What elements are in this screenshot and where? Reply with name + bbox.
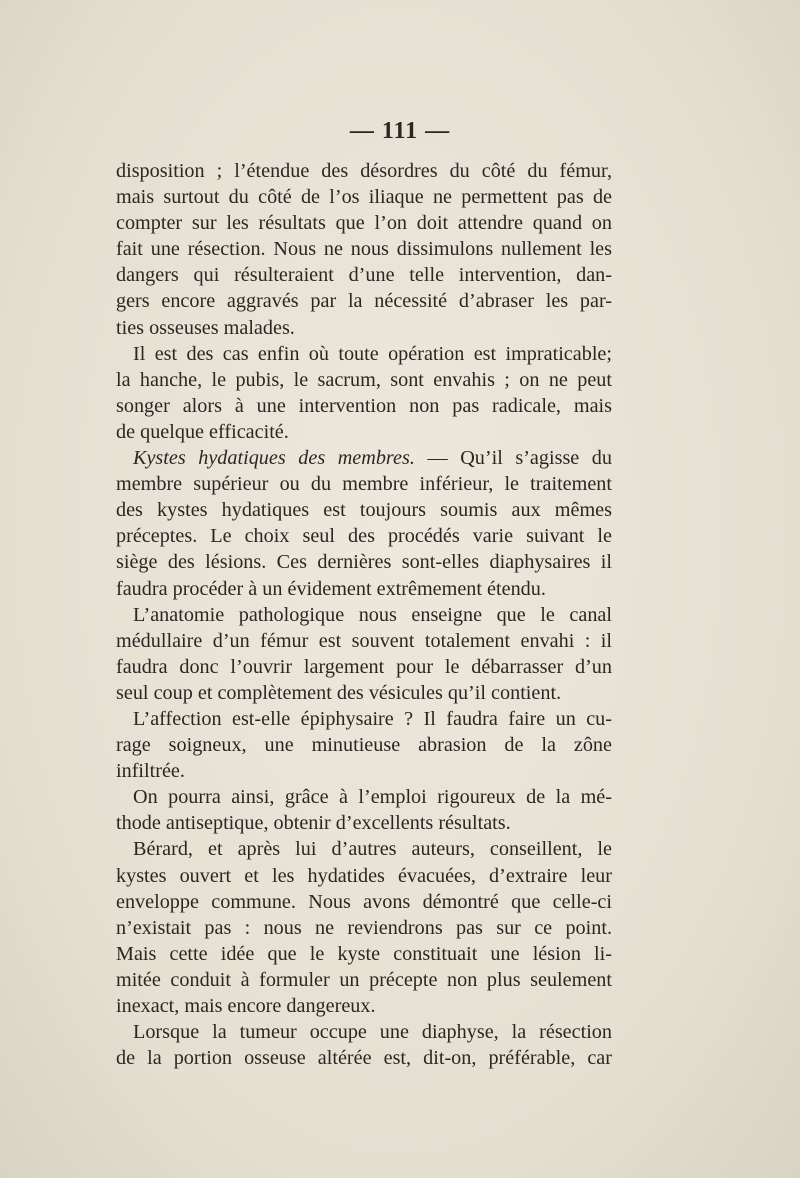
section-title-continuation: — Qu’il s’agisse du [414, 447, 612, 470]
text-line: faudra procéder à un évidement extrêmement étendu. [116, 577, 546, 600]
text-line: membre supérieur ou du membre inférieur, le traitement [116, 473, 612, 496]
text-line: gers encore aggravés par la nécessité d’abraser les par- [116, 290, 612, 313]
text-line: médullaire d’un fémur est souvent totalement envahi : il [116, 629, 612, 652]
text-line: disposition ; l’étendue des désordres du côté du fémur, [116, 160, 612, 182]
text-line: de la portion osseuse altérée est, dit-on, préférable, car [116, 1047, 612, 1070]
text-line: L’affection est-elle épiphysaire ? Il faudra faire un cu- [133, 707, 612, 730]
text-line: On pourra ainsi, grâce à l’emploi rigoureux de la mé- [133, 786, 612, 809]
text-line: siège des lésions. Ces dernières sont-elles diaphysaires il [116, 551, 612, 574]
text-line: thode antiseptique, obtenir d’excellents résultats. [116, 812, 511, 835]
text-line: fait une résection. Nous ne nous dissimulons nullement les [116, 238, 612, 261]
page-number: — 111 — [349, 118, 451, 144]
text-line: mais surtout du côté de l’os iliaque ne permettent pas de [116, 186, 612, 209]
text-line: ties osseuses malades. [116, 316, 295, 339]
text-line: la hanche, le pubis, le sacrum, sont envahis ; on ne peut [116, 368, 612, 391]
text-line: préceptes. Le choix seul des procédés varie suivant le [116, 525, 612, 548]
text-line: des kystes hydatiques est toujours soumis aux mêmes [116, 499, 612, 522]
text-line: rage soigneux, une minutieuse abrasion de la zône [116, 734, 612, 757]
text-line: enveloppe commune. Nous avons démontré que celle-ci [116, 890, 612, 913]
section-title: Kystes hydatiques des membres. [133, 447, 415, 470]
text-line: seul coup et complètement des vésicules qu’il contient. [116, 681, 562, 704]
text-line: Il est des cas enfin où toute opération est impraticable; [133, 342, 612, 365]
text-line: de quelque efficacité. [116, 420, 289, 443]
body-text [116, 158, 612, 1071]
text-line: Mais cette idée que le kyste constituait une lésion li- [116, 942, 612, 965]
text-line: Lorsque la tumeur occupe une diaphyse, la résection [133, 1021, 612, 1044]
text-line: L’anatomie pathologique nous enseigne que le canal [133, 603, 612, 626]
text-line: faudra donc l’ouvrir largement pour le débarrasser d’un [116, 655, 612, 678]
text-line-section-heading [116, 445, 612, 471]
text-line: Bérard, et après lui d’autres auteurs, conseillent, le [133, 838, 612, 861]
text-line: compter sur les résultats que l’on doit attendre quand on [116, 212, 612, 235]
text-line: inexact, mais encore dangereux. [116, 995, 376, 1017]
text-line: n’existait pas : nous ne reviendrons pas sur ce point. [116, 916, 612, 939]
text-line: songer alors à une intervention non pas radicale, mais [116, 394, 612, 417]
text-line: kystes ouvert et les hydatides évacuées, d’extraire leur [116, 864, 612, 887]
text-line: infiltrée. [116, 760, 185, 783]
text-line: mitée conduit à formuler un précepte non plus seulement [116, 968, 612, 991]
text-line: dangers qui résulteraient d’une telle intervention, dan- [116, 264, 612, 287]
